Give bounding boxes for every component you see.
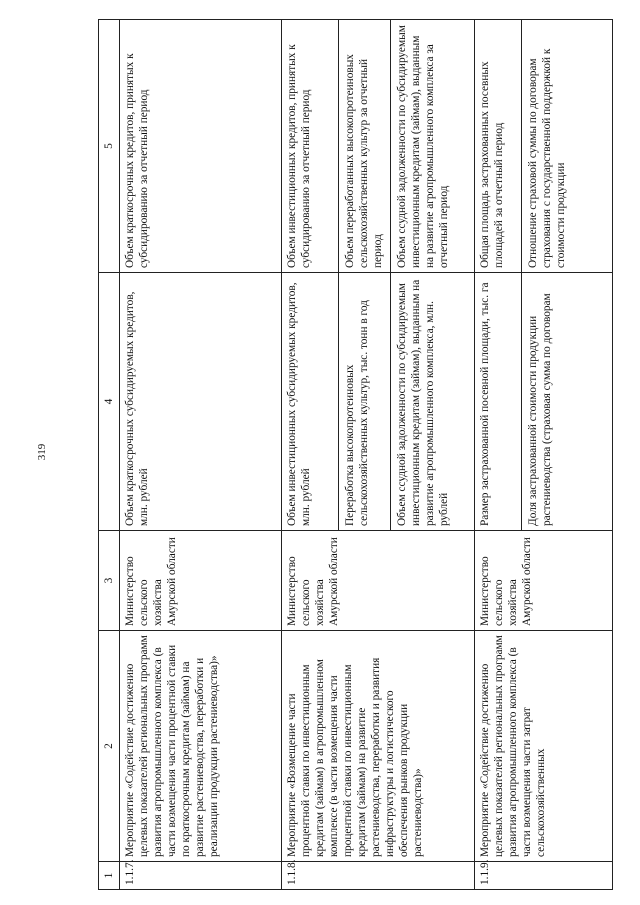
- row-number: 1.1.8.: [282, 862, 475, 890]
- indicator-definition: Объем переработанных высокопротеиновых сельскохозяйственных культур за отчетный период: [339, 20, 391, 273]
- rotated-table-container: [98, 20, 613, 890]
- measure-description: Мероприятие «Содействие достижению целевых показателей региональных программ развития агропромышленного комплекса (в части возмещения части затрат сельскохозяйственных: [475, 631, 613, 862]
- row-number: 1.1.7.: [120, 862, 282, 890]
- indicator-definition: Отношение страховой суммы по договорам страхования с государственной поддержкой к стоимости продукции: [522, 20, 613, 273]
- column-header: 1: [99, 862, 120, 890]
- table-row: [282, 20, 339, 890]
- indicator-name: Переработка высокопротеиновых сельскохозяйственных культур, тыс. тонн в год: [339, 273, 391, 531]
- column-header: 4: [99, 273, 120, 531]
- table-row: [120, 20, 282, 890]
- indicator-name: Объем инвестиционных субсидируемых кредитов, млн. рублей: [282, 273, 339, 531]
- column-header: 2: [99, 631, 120, 862]
- indicator-definition: Объем краткосрочных кредитов, принятых к субсидированию за отчетный период: [120, 20, 282, 273]
- table-header-row: [99, 20, 120, 890]
- page-number: 319: [36, 443, 48, 461]
- indicator-name: Размер застрахованной посевной площади, тыс. га: [475, 273, 522, 531]
- table-row: [475, 20, 522, 890]
- indicator-name: Доля застрахованной стоимости продукции растениеводства (страховая сумма по договорам: [522, 273, 613, 531]
- indicator-definition: Объем ссудной задолженности по субсидируемым инвестиционным кредитам (займам), выданным на развитие агропромышленного комплекса за отчетный период: [391, 20, 475, 273]
- responsible-executor: Министерство сельского хозяйства Амурской области: [475, 531, 613, 631]
- measure-description: Мероприятие «Возмещение части процентной ставки по инвестиционным кредитам (займам) в агропромышленном комплексе (в части возмещения части процентной ставки по инвестиционным кредитам (займам) на развитие растениеводства, переработки и развития инфраструктуры и логистического обеспечения рынков продукции растениеводства)»: [282, 631, 475, 862]
- indicator-definition: Объем инвестиционных кредитов, принятых к субсидированию за отчетный период: [282, 20, 339, 273]
- row-number: 1.1.9.: [475, 862, 613, 890]
- indicator-definition: Общая площадь застрахованных посевных площадей за отчетный период: [475, 20, 522, 273]
- column-header: 3: [99, 531, 120, 631]
- column-header: 5: [99, 20, 120, 273]
- indicator-name: Объем ссудной задолженности по субсидируемым инвестиционным кредитам (займам), выданным на развитие агропромышленного комплекса, млн. рублей: [391, 273, 475, 531]
- measure-description: Мероприятие «Содействие достижению целевых показателей региональных программ развития агропромышленного комплекса (в части возмещения части процентной ставки по краткосрочным кредитам (займам) на развитие растениеводства, переработки и реализации продукции растениеводства)»: [120, 631, 282, 862]
- subsidy-measures-table: [98, 19, 613, 890]
- responsible-executor: Министерство сельского хозяйства Амурской области: [120, 531, 282, 631]
- indicator-name: Объем краткосрочных субсидируемых кредитов, млн. рублей: [120, 273, 282, 531]
- responsible-executor: Министерство сельского хозяйства Амурской области: [282, 531, 475, 631]
